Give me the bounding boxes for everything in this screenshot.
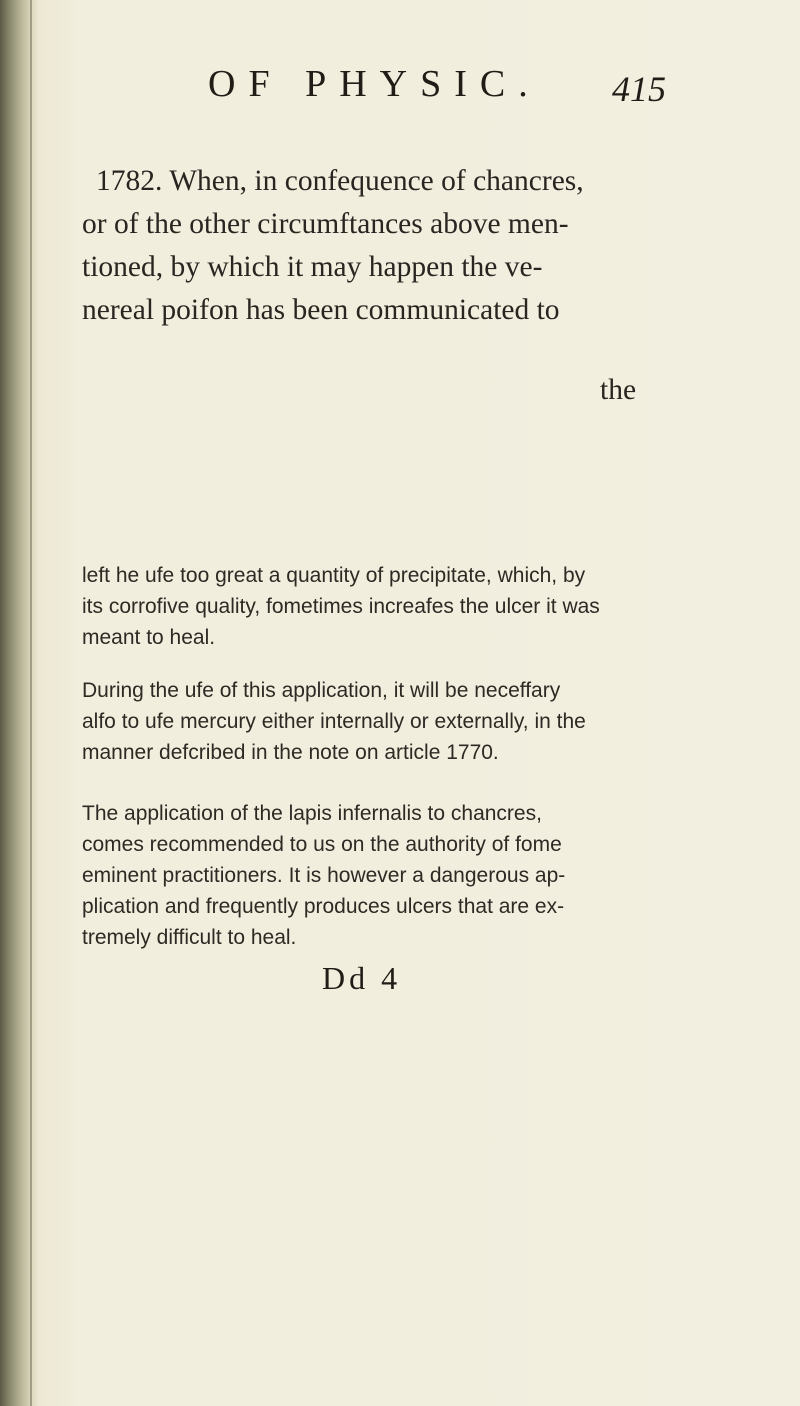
footnote-line: its corrofive quality, fometimes increafes the ulcer it was bbox=[82, 595, 600, 618]
signature-mark: Dd 4 bbox=[322, 960, 402, 996]
footnote-line: tremely difficult to heal. bbox=[82, 926, 297, 949]
footnote-line: meant to heal. bbox=[82, 626, 216, 649]
footnote-continuation bbox=[82, 560, 732, 653]
main-paragraph-line: 1782. When, in confequence of chancres, bbox=[96, 165, 584, 197]
binding-shadow-line bbox=[30, 0, 32, 1406]
running-head: OF PHYSIC. bbox=[208, 63, 541, 105]
footnote-line: left he ufe too great a quantity of precipitate, which, by bbox=[82, 564, 586, 587]
footnote-paragraph bbox=[82, 675, 732, 768]
footnote-line: alfo to ufe mercury either internally or externally, in the bbox=[82, 710, 586, 733]
catchword: the bbox=[600, 374, 637, 406]
footnote-line: The application of the lapis infernalis to chancres, bbox=[82, 802, 542, 825]
footnote-line: During the ufe of this application, it will be neceffary bbox=[82, 679, 561, 702]
footnote-line: comes recommended to us on the authority of fome bbox=[82, 833, 562, 856]
page-number: 415 bbox=[612, 69, 666, 109]
main-paragraph-line: nereal poifon has been communicated to bbox=[82, 294, 560, 326]
page-header bbox=[0, 62, 800, 122]
main-paragraph bbox=[82, 160, 672, 332]
main-paragraph-line: or of the other circumftances above men- bbox=[82, 208, 569, 240]
footnote-paragraph bbox=[82, 798, 732, 953]
main-paragraph-line: tioned, by which it may happen the ve- bbox=[82, 251, 543, 283]
footnote-line: plication and frequently produces ulcers that are ex- bbox=[82, 895, 565, 918]
footnote-line: manner defcribed in the note on article 1770. bbox=[82, 741, 499, 764]
footnote-line: eminent practitioners. It is however a dangerous ap- bbox=[82, 864, 566, 887]
page-binding-edge bbox=[0, 0, 38, 1406]
